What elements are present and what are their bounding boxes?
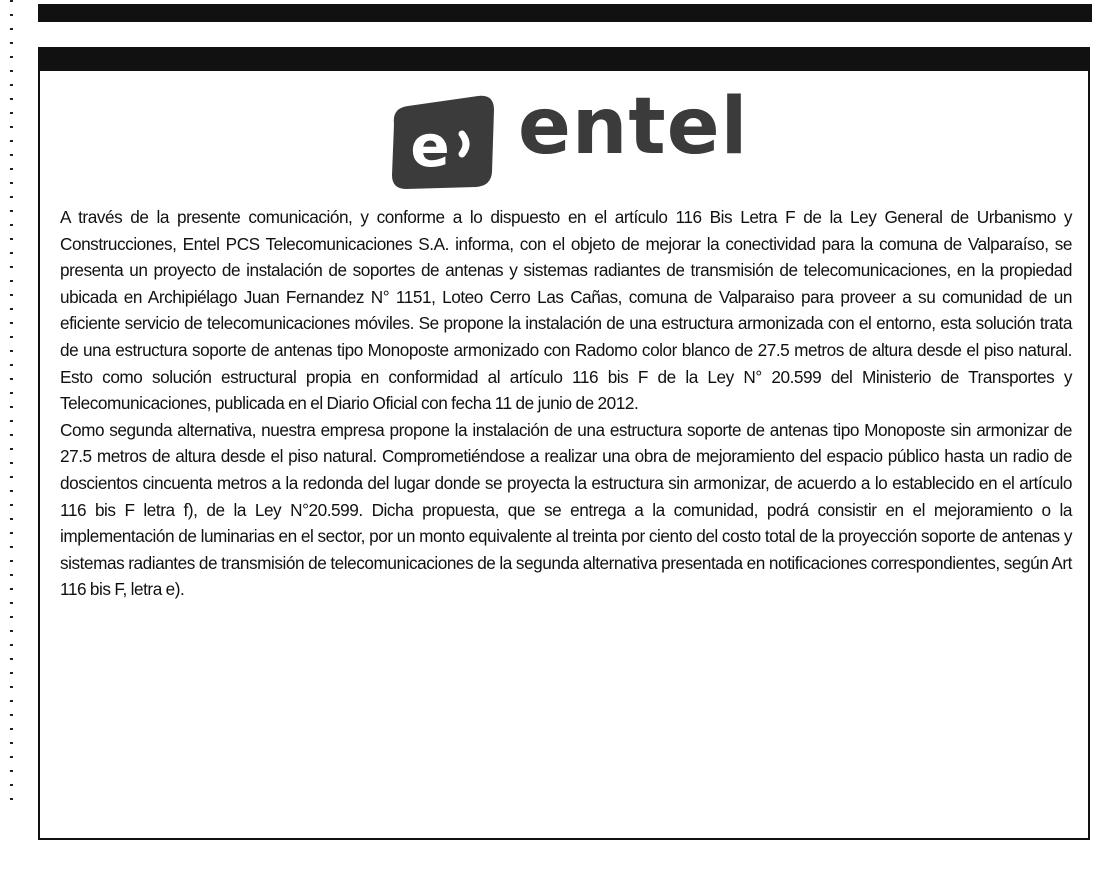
notice-paragraph-1: A través de la presente comunicación, y conforme a lo dispuesto en el artículo 116 Bis Letra F de la Ley General de Urbanismo y Construcciones, Entel PCS Telecomunicaciones S.A. informa, con el objeto de mejorar la conectividad para la comuna de Valparaíso, se presenta un proyecto de instalación de soportes de antenas y sistemas radiantes de transmisión de telecomunicaciones, en la propiedad ubicada en Archipiélago Juan Fernandez N° 1151, Loteo Cerro Las Cañas, comuna de Valparaiso para proveer a su comunidad de un eficiente servicio de telecomunicaciones móviles. Se propone la instalación de una estructura armonizada con el entorno, esta solución trata de una estructura soporte de antenas tipo Monoposte armonizado con Radomo color blanco de 27.5 metros de altura desde el piso natural. Esto como solución estructural propia en conformidad al artículo 116 bis F de la Ley N° 20.599 del Ministerio de Transportes y Telecomunicaciones, publicada en el Diario Oficial con fecha 11 de junio de 2012. bbox=[60, 207, 1072, 414]
entel-wordmark: entel bbox=[518, 82, 749, 172]
top-divider-bar bbox=[38, 4, 1092, 22]
notice-paragraph-2: Como segunda alternativa, nuestra empresa propone la instalación de una estructura soporte de antenas tipo Monoposte sin armonizar de 27.5 metros de altura desde el piso natural. Comprometiéndose a realizar una obra de mejoramiento del espacio público hasta un radio de doscientos cincuenta metros a la redonda del lugar donde se proyecta la estructura sin armonizar, de acuerdo a lo establecido en el artículo 116 bis F letra f), de la Ley N°20.599. Dicha propuesta, que se entrega a la comunidad, podrá consistir en el mejoramiento o la implementación de luminarias en el sector, por un monto equivalente al treinta por ciento del costo total de la proyección soporte de antenas y sistemas radiantes de transmisión de telecomunicaciones de la segunda alternativa presentada en notificaciones correspondientes, según Art 116 bis F, letra e). bbox=[60, 419, 1072, 600]
badge-letter: e bbox=[410, 112, 450, 180]
entel-logo bbox=[386, 82, 749, 190]
notice-body bbox=[60, 204, 1072, 603]
page-edge-rule bbox=[10, 0, 13, 805]
notice-header-bar bbox=[40, 49, 1088, 71]
entel-badge-icon bbox=[386, 94, 498, 190]
public-notice-box bbox=[38, 47, 1090, 840]
